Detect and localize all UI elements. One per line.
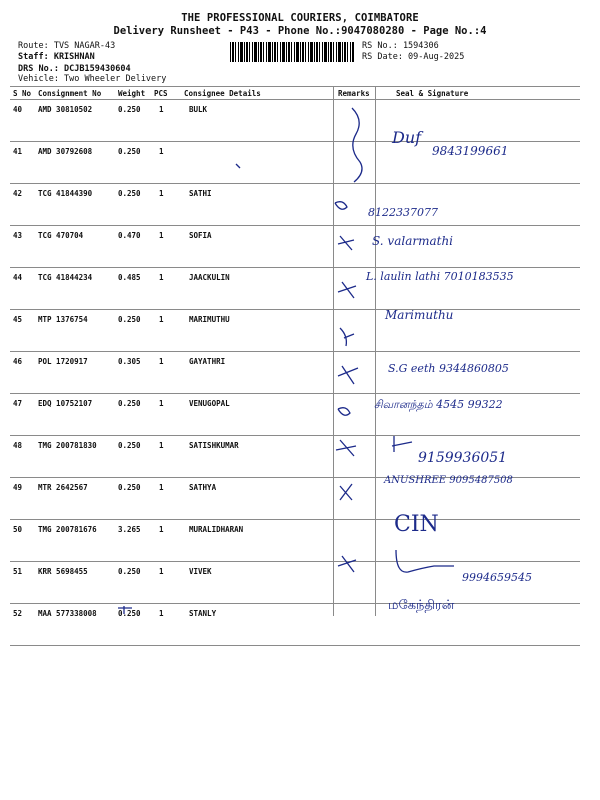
cell-pcs: 1 [159, 609, 164, 618]
cell-weight: 0.305 [118, 357, 141, 366]
cell-weight: 0.250 [118, 189, 141, 198]
cell-consignee: SOFIA [189, 231, 212, 240]
cell-pcs: 1 [159, 483, 164, 492]
cross-mark-48 [336, 440, 356, 456]
cell-sno: 52 [13, 609, 23, 618]
col-header-remarks: Remarks [338, 89, 370, 98]
cell-sno: 46 [13, 357, 23, 366]
vehicle-text: Vehicle: Two Wheeler Delivery [18, 74, 167, 84]
col-header-consignee: Consignee Details [184, 89, 261, 98]
signature-row-46: S.G eeth 9344860805 [388, 362, 509, 375]
cell-consignment: AMD 30810502 [38, 105, 93, 114]
cell-pcs: 1 [159, 231, 164, 240]
staff-text: Staff: KRISHNAN [18, 52, 95, 62]
route-text: Route: TVS NAGAR-43 [18, 41, 116, 51]
cell-sno: 42 [13, 189, 23, 198]
cell-pcs: 1 [159, 441, 164, 450]
signature-row-49: ANUSHREE 9095487508 [384, 475, 513, 486]
cell-consignment: TCG 41844390 [38, 189, 93, 198]
cell-consignment: KRR 5698455 [38, 567, 88, 576]
runsheet-title: Delivery Runsheet - P43 - Phone No.:9047080280 - Page No.:4 [113, 25, 487, 37]
signature-row-42: 8122337077 [368, 206, 438, 219]
brace-mark-40-41 [352, 108, 362, 182]
cell-pcs: 1 [159, 357, 164, 366]
cross-mark-49 [340, 484, 352, 500]
cell-sno: 41 [13, 147, 23, 156]
cell-weight: 0.485 [118, 273, 141, 282]
cross-mark-44 [338, 282, 356, 298]
cell-consignee: JAACKULIN [189, 273, 230, 282]
cell-consignment: TMG 200781830 [38, 441, 97, 450]
cell-pcs: 1 [159, 399, 164, 408]
cell-consignment: TCG 470704 [38, 231, 84, 240]
cell-consignee: BULK [189, 105, 208, 114]
col-header-weight: Weight [118, 89, 146, 98]
cell-weight: 0.250 [118, 315, 141, 324]
drs-text: DRS No.: DCJB159430604 [18, 64, 131, 74]
cross-mark-43 [338, 236, 354, 250]
cell-consignment: MAA 577338008 [38, 609, 97, 618]
signature-row-51: 9994659545 [462, 571, 532, 584]
signature-row-52: மகேந்திரன் [388, 598, 455, 613]
col-header-signature: Seal & Signature [396, 89, 469, 98]
cell-sno: 51 [13, 567, 23, 576]
cell-consignment: MTP 1376754 [38, 315, 88, 324]
cell-consignment: POL 1720917 [38, 357, 88, 366]
cell-consignment: AMD 30792608 [38, 147, 93, 156]
signature-row-44: L. laulin lathi 7010183535 [366, 270, 514, 283]
cell-consignment: EDQ 10752107 [38, 399, 93, 408]
cell-pcs: 1 [159, 273, 164, 282]
cell-pcs: 1 [159, 567, 164, 576]
tick-mark-47 [338, 408, 350, 416]
rs-date: RS Date: 09-Aug-2025 [362, 52, 465, 62]
cell-consignee: VENUGOPAL [189, 399, 230, 408]
tick-mark-45 [340, 328, 354, 346]
cell-sno: 40 [13, 105, 23, 114]
cell-weight: 0.470 [118, 231, 141, 240]
company-title: THE PROFESSIONAL COURIERS, COIMBATORE [181, 12, 419, 24]
cell-sno: 49 [13, 483, 23, 492]
signature-row-48: 9159936051 [418, 450, 508, 466]
rs-number: RS No.: 1594306 [362, 41, 439, 51]
cell-sno: 44 [13, 273, 23, 282]
cell-sno: 50 [13, 525, 23, 534]
cell-pcs: 1 [159, 147, 164, 156]
stray-mark-41 [236, 164, 240, 168]
cell-pcs: 1 [159, 525, 164, 534]
cross-mark-51 [338, 556, 356, 572]
signature-row-40: Duf [392, 128, 422, 147]
cell-consignee: SATHI [189, 189, 212, 198]
cell-weight: 0.250 [118, 483, 141, 492]
signature-row-47: சிவானந்தம் 4545 99322 [374, 398, 503, 411]
cell-weight: 0.250 [118, 609, 141, 618]
cell-consignment: MTR 2642567 [38, 483, 88, 492]
col-header-sno: S No [13, 89, 32, 98]
cell-pcs: 1 [159, 315, 164, 324]
cell-consignee: GAYATHRI [189, 357, 226, 366]
cell-sno: 47 [13, 399, 23, 408]
cell-consignee: SATISHKUMAR [189, 441, 239, 450]
cell-weight: 0.250 [118, 147, 141, 156]
signature-row-45: Marimuthu [385, 308, 454, 322]
signature-row-50: CIN [394, 512, 439, 537]
cell-sno: 45 [13, 315, 23, 324]
cell-consignee: SATHYA [189, 483, 217, 492]
cell-sno: 48 [13, 441, 23, 450]
col-header-pcs: PCS [154, 89, 168, 98]
cell-consignee: STANLY [189, 609, 217, 618]
cell-pcs: 1 [159, 189, 164, 198]
cell-weight: 0.250 [118, 399, 141, 408]
signature-row-41: 9843199661 [432, 144, 509, 158]
signature-stroke-48 [392, 436, 412, 452]
signature-stroke-51 [396, 550, 454, 572]
cell-consignment: TMG 200781676 [38, 525, 97, 534]
signature-row-43: S. valarmathi [372, 234, 454, 248]
cell-weight: 0.250 [118, 441, 141, 450]
cell-consignee: MURALIDHARAN [189, 525, 244, 534]
cross-mark-46 [338, 366, 358, 384]
stray-mark-52 [118, 606, 132, 614]
cell-weight: 0.250 [118, 567, 141, 576]
col-header-consignment: Consignment No [38, 89, 102, 98]
cell-pcs: 1 [159, 105, 164, 114]
cell-weight: 3.265 [118, 525, 141, 534]
cell-consignee: MARIMUTHU [189, 315, 230, 324]
cell-consignment: TCG 41844234 [38, 273, 93, 282]
cell-weight: 0.250 [118, 105, 141, 114]
cell-sno: 43 [13, 231, 23, 240]
tick-mark-42 [335, 202, 347, 210]
cell-consignee: VIVEK [189, 567, 212, 576]
